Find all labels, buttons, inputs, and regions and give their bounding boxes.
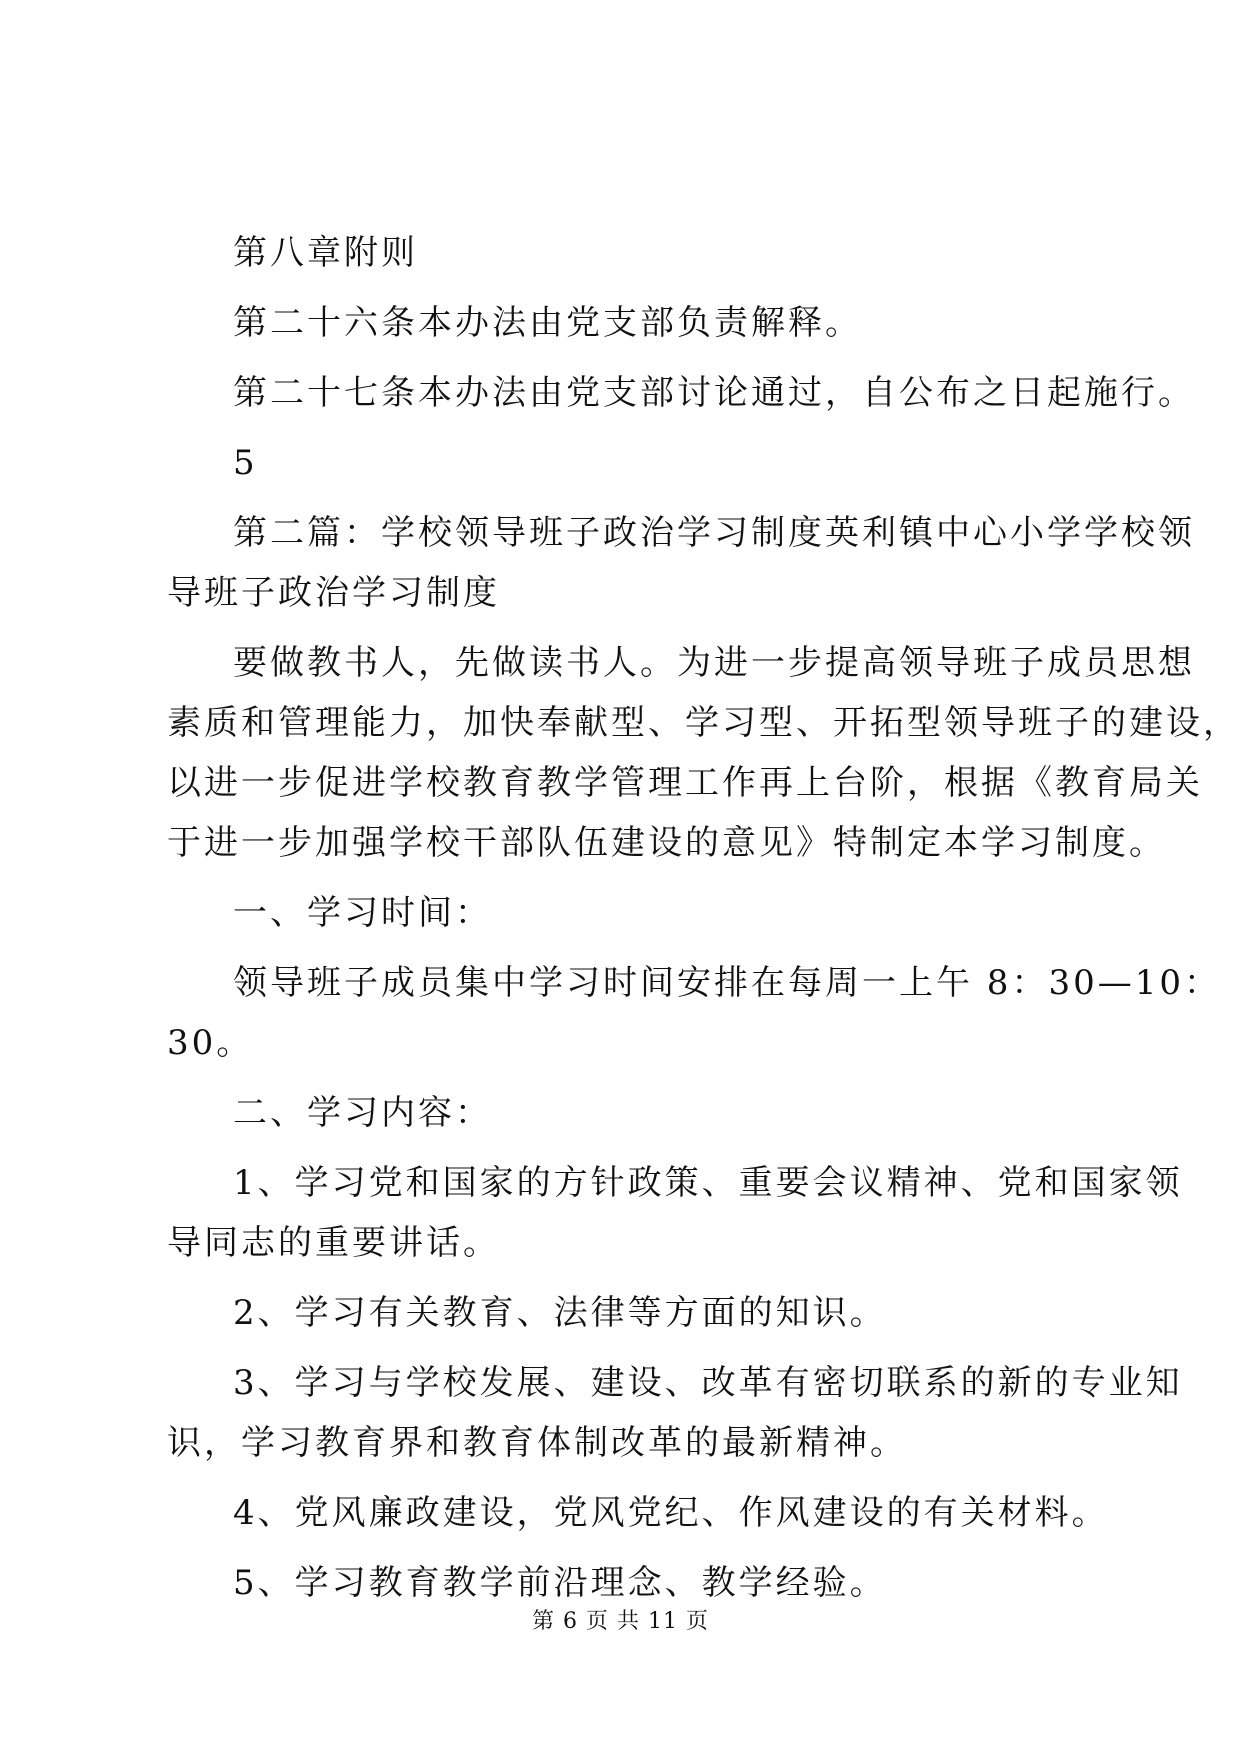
study-time-line-1: 领导班子成员集中学习时间安排在每周一上午 8：30—10： [233, 963, 1221, 1003]
content-item-1-line-2: 导同志的重要讲话。 [167, 1223, 500, 1263]
content-item-2: 2、学习有关教育、法律等方面的知识。 [233, 1293, 887, 1333]
intro-paragraph-line-3: 以进一步促进学校教育教学管理工作再上台阶，根据《教育局关 [167, 763, 1203, 803]
article-27: 第二十七条本办法由党支部讨论通过，自公布之日起施行。 [233, 373, 1195, 413]
intro-paragraph-line-2: 素质和管理能力，加快奉献型、学习型、开拓型领导班子的建设， [167, 703, 1240, 743]
content-item-3-line-2: 识，学习教育界和教育体制改革的最新精神。 [167, 1423, 907, 1463]
page-footer: 第 6 页 共 11 页 [532, 1609, 709, 1634]
content-item-3-line-1: 3、学习与学校发展、建设、改革有密切联系的新的专业知 [233, 1363, 1183, 1403]
section-heading-study-content: 二、学习内容： [233, 1093, 492, 1133]
content-item-1-line-1: 1、学习党和国家的方针政策、重要会议精神、党和国家领 [233, 1163, 1183, 1203]
content-item-4: 4、党风廉政建设，党风党纪、作风建设的有关材料。 [233, 1493, 1109, 1533]
section-number: 5 [233, 443, 258, 483]
intro-paragraph-line-1: 要做教书人，先做读书人。为进一步提高领导班子成员思想 [233, 643, 1195, 683]
content-item-5: 5、学习教育教学前沿理念、教学经验。 [233, 1563, 887, 1603]
part-two-title-line-1: 第二篇：学校领导班子政治学习制度英利镇中心小学学校领 [233, 513, 1195, 553]
chapter-heading: 第八章附则 [233, 233, 418, 273]
study-time-line-2: 30。 [167, 1023, 254, 1063]
part-two-title-line-2: 导班子政治学习制度 [167, 573, 500, 613]
section-heading-study-time: 一、学习时间： [233, 893, 492, 933]
article-26: 第二十六条本办法由党支部负责解释。 [233, 303, 862, 343]
intro-paragraph-line-4: 于进一步加强学校干部队伍建设的意见》特制定本学习制度。 [167, 823, 1166, 863]
